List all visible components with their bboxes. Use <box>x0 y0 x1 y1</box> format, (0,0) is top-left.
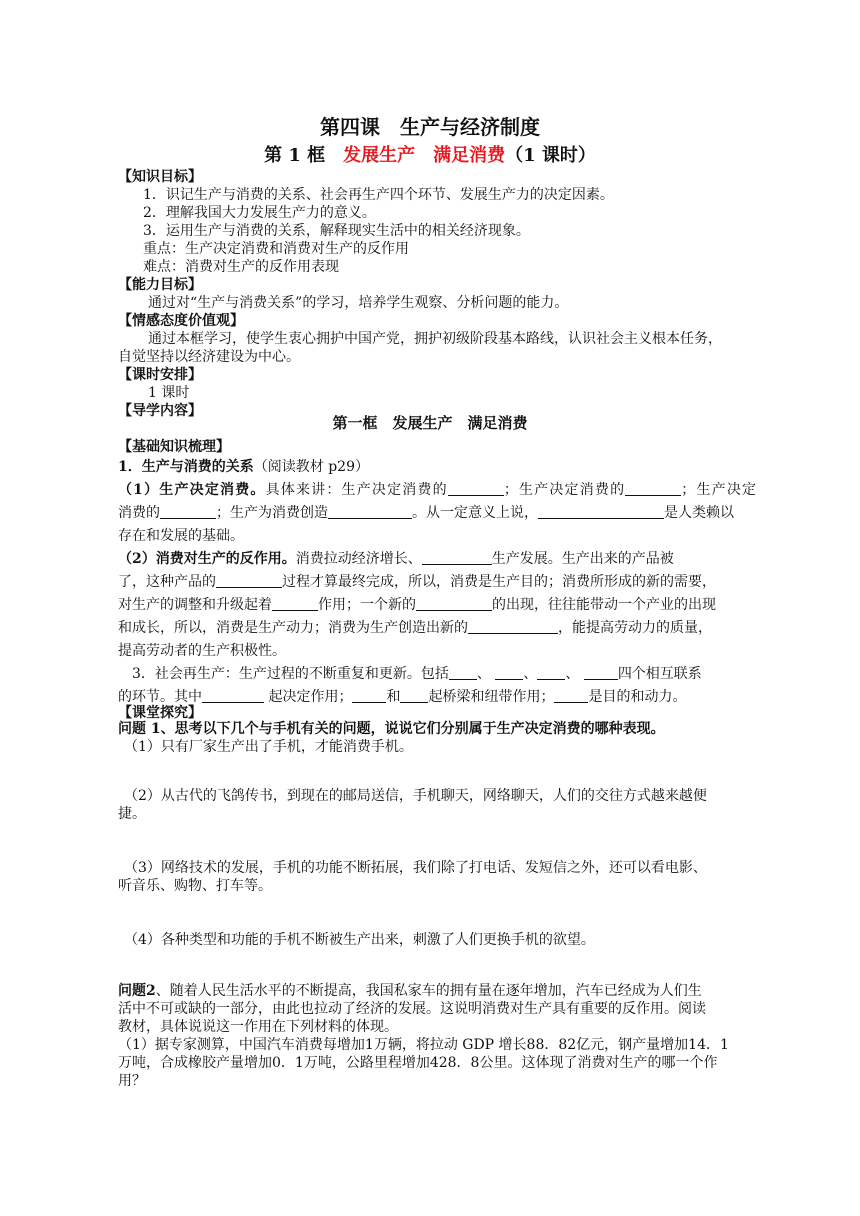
blank[interactable] <box>352 688 386 703</box>
p2-line3 <box>118 596 716 614</box>
p2-bold: （2）消费对生产的反作用。 <box>118 551 296 567</box>
question-2-line3: 教材，具体说说这一作用在下列材料的体现。 <box>118 1019 398 1035</box>
emotion-goal-1: 通过本框学习，使学生衷心拥护中国产党，拥护初级阶段基本路线，认识社会主义根本任务， <box>148 331 722 347</box>
blank[interactable] <box>537 665 565 680</box>
heading-emotion-goal: 【情感态度价值观】 <box>118 313 244 329</box>
p1-text-a: 具体来讲：生产决定消费的 <box>265 482 448 498</box>
p2-line5: 提高劳动者的生产积极性。 <box>118 643 286 659</box>
question-2-line2: 活中不可或缺的一部分，由此也拉动了经济的发展。这说明消费对生产具有重要的反作用。阅读 <box>118 1001 706 1017</box>
question-2-label: 问题2 <box>118 983 156 999</box>
question-1-item-4: （4）各种类型和功能的手机不断被生产出来，刺激了人们更换手机的欲望。 <box>124 932 595 948</box>
p1-line3: 存在和发展的基础。 <box>118 528 244 544</box>
item1-note: （阅读教材 p29） <box>253 459 369 475</box>
difficulty: 难点：消费对生产的反作用表现 <box>143 259 339 275</box>
blank[interactable] <box>554 688 588 703</box>
blank[interactable] <box>448 481 504 496</box>
heading-ability-goal: 【能力目标】 <box>118 277 202 293</box>
p3-line2 <box>118 688 686 706</box>
blank[interactable] <box>160 504 216 519</box>
p1-text-f: 。从一定意义上说， <box>412 505 538 521</box>
p2-text-c: 了，这种产品的 <box>118 574 216 590</box>
p1-text-e: ；生产为消费创造 <box>216 505 328 521</box>
p3-text-d: 、 <box>565 666 580 682</box>
heading-guide: 【导学内容】 <box>118 403 202 419</box>
p3-text-g: 起决定作用； <box>264 689 353 705</box>
p3-text-e: 四个相互联系 <box>617 666 702 682</box>
p3-text-i: 起桥梁和纽带作用； <box>428 689 555 705</box>
key-point: 重点：生产决定消费和消费对生产的反作用 <box>143 241 409 257</box>
section-subtitle <box>0 144 860 168</box>
lesson-section-title: 第一框 发展生产 满足消费 <box>332 414 528 432</box>
p2-text-h: 和成长，所以，消费是生产动力；消费为生产创造出新的 <box>118 620 468 636</box>
p3-text-c: 、 <box>523 666 538 682</box>
blank[interactable] <box>328 504 412 519</box>
p2-text-i: ，能提高劳动力的质量， <box>558 620 712 636</box>
p1-line1 <box>118 481 756 499</box>
p3-text-h: 和 <box>386 689 401 705</box>
heading-class-explore: 【课堂探究】 <box>118 705 202 721</box>
question-2-line1 <box>118 982 702 1000</box>
item1-title: 1．生产与消费的关系 <box>118 459 254 475</box>
p3-line1 <box>132 665 702 683</box>
p3-text-j: 是目的和动力。 <box>588 689 687 705</box>
blank[interactable] <box>495 665 523 680</box>
question-1-item-1: （1）只有厂家生产出了手机，才能消费手机。 <box>124 739 413 755</box>
schedule-value: 1 课时 <box>148 385 190 401</box>
question-2-text-a: 、随着人民生活水平的不断提高，我国私家车的拥有量在逐年增加，汽车已经成为人们生 <box>155 983 702 999</box>
question-1-item-3b: 听音乐、购物、打车等。 <box>118 878 272 894</box>
blank[interactable] <box>584 665 618 680</box>
p3-text-a: 3．社会再生产：生产过程的不断重复和更新。包括 <box>132 666 449 682</box>
p2-line4 <box>118 619 712 637</box>
p1-text-c: ；生产决定 <box>681 482 757 498</box>
p3-text-b: 、 <box>476 666 491 682</box>
heading-schedule: 【课时安排】 <box>118 367 202 383</box>
blank[interactable] <box>625 481 681 496</box>
emotion-goal-2: 自觉坚持以经济建设为中心。 <box>118 349 300 365</box>
heading-basics: 【基础知识梳理】 <box>118 439 230 455</box>
lesson-title: 第四课 生产与经济制度 <box>320 115 540 139</box>
subtitle-red: 发展生产 满足消费 <box>343 145 506 166</box>
knowledge-goal-3: 3．运用生产与消费的关系，解释现实生活中的相关经济现象。 <box>143 223 530 239</box>
p2-text-e: 对生产的调整和升级起着 <box>118 597 272 613</box>
blank[interactable] <box>422 550 492 565</box>
p1-text-g: 是人类赖以 <box>664 505 734 521</box>
question-2-item-1c: 用？ <box>118 1073 146 1089</box>
question-1-item-2a: （2）从古代的飞鸽传书，到现在的邮局送信，手机聊天，网络聊天，人们的交往方式越来越便 <box>124 788 707 804</box>
p1-bold: （1）生产决定消费。 <box>118 482 266 498</box>
blank[interactable] <box>202 688 264 703</box>
question-1-item-3a: （3）网络技术的发展，手机的功能不断拓展，我们除了打电话、发短信之外，还可以看电影、 <box>124 860 707 876</box>
question-2-item-1b: 万吨，合成橡胶产量增加0．1万吨，公路里程增加428．8公里。这体现了消费对生产的哪一个作 <box>118 1055 718 1071</box>
question-2-item-1a: （1）据专家测算，中国汽车消费每增加1万辆，将拉动 GDP 增长88．82亿元，钢产量增加14．1 <box>118 1037 729 1053</box>
p3-text-f: 的环节。其中 <box>118 689 202 705</box>
p1-line2 <box>118 504 734 522</box>
p2-text-f: 作用；一个新的 <box>318 597 416 613</box>
blank[interactable] <box>416 596 492 611</box>
heading-knowledge-goal: 【知识目标】 <box>118 169 202 185</box>
blank[interactable] <box>538 504 664 519</box>
p1-text-d: 消费的 <box>118 505 160 521</box>
p2-text-g: 的出现，往往能带动一个产业的出现 <box>492 597 716 613</box>
blank[interactable] <box>449 665 477 680</box>
p2-line2 <box>118 573 716 591</box>
item1-heading <box>118 458 369 476</box>
subtitle-suffix: （1 课时） <box>505 145 596 166</box>
p2-text-b: 生产发展。生产出来的产品被 <box>491 551 674 567</box>
blank[interactable] <box>272 596 318 611</box>
blank[interactable] <box>400 688 428 703</box>
blank[interactable] <box>468 619 558 634</box>
blank[interactable] <box>216 573 282 588</box>
p2-text-a: 消费拉动经济增长、 <box>295 551 422 567</box>
subtitle-prefix: 第 1 框 <box>264 145 344 166</box>
p1-text-b: ；生产决定消费的 <box>503 482 626 498</box>
knowledge-goal-2: 2．理解我国大力发展生产力的意义。 <box>143 205 376 221</box>
knowledge-goal-1: 1．识记生产与消费的关系、社会再生产四个环节、发展生产力的决定因素。 <box>143 187 614 203</box>
question-1: 问题 1、思考以下几个与手机有关的问题，说说它们分别属于生产决定消费的哪种表现。 <box>118 721 665 737</box>
question-1-item-2b: 捷。 <box>118 806 146 822</box>
p2-text-d: 过程才算最终完成，所以，消费是生产目的；消费所形成的新的需要， <box>282 574 716 590</box>
p2-line1 <box>118 550 674 568</box>
ability-goal-1: 通过对“生产与消费关系”的学习，培养学生观察、分析问题的能力。 <box>148 295 569 311</box>
